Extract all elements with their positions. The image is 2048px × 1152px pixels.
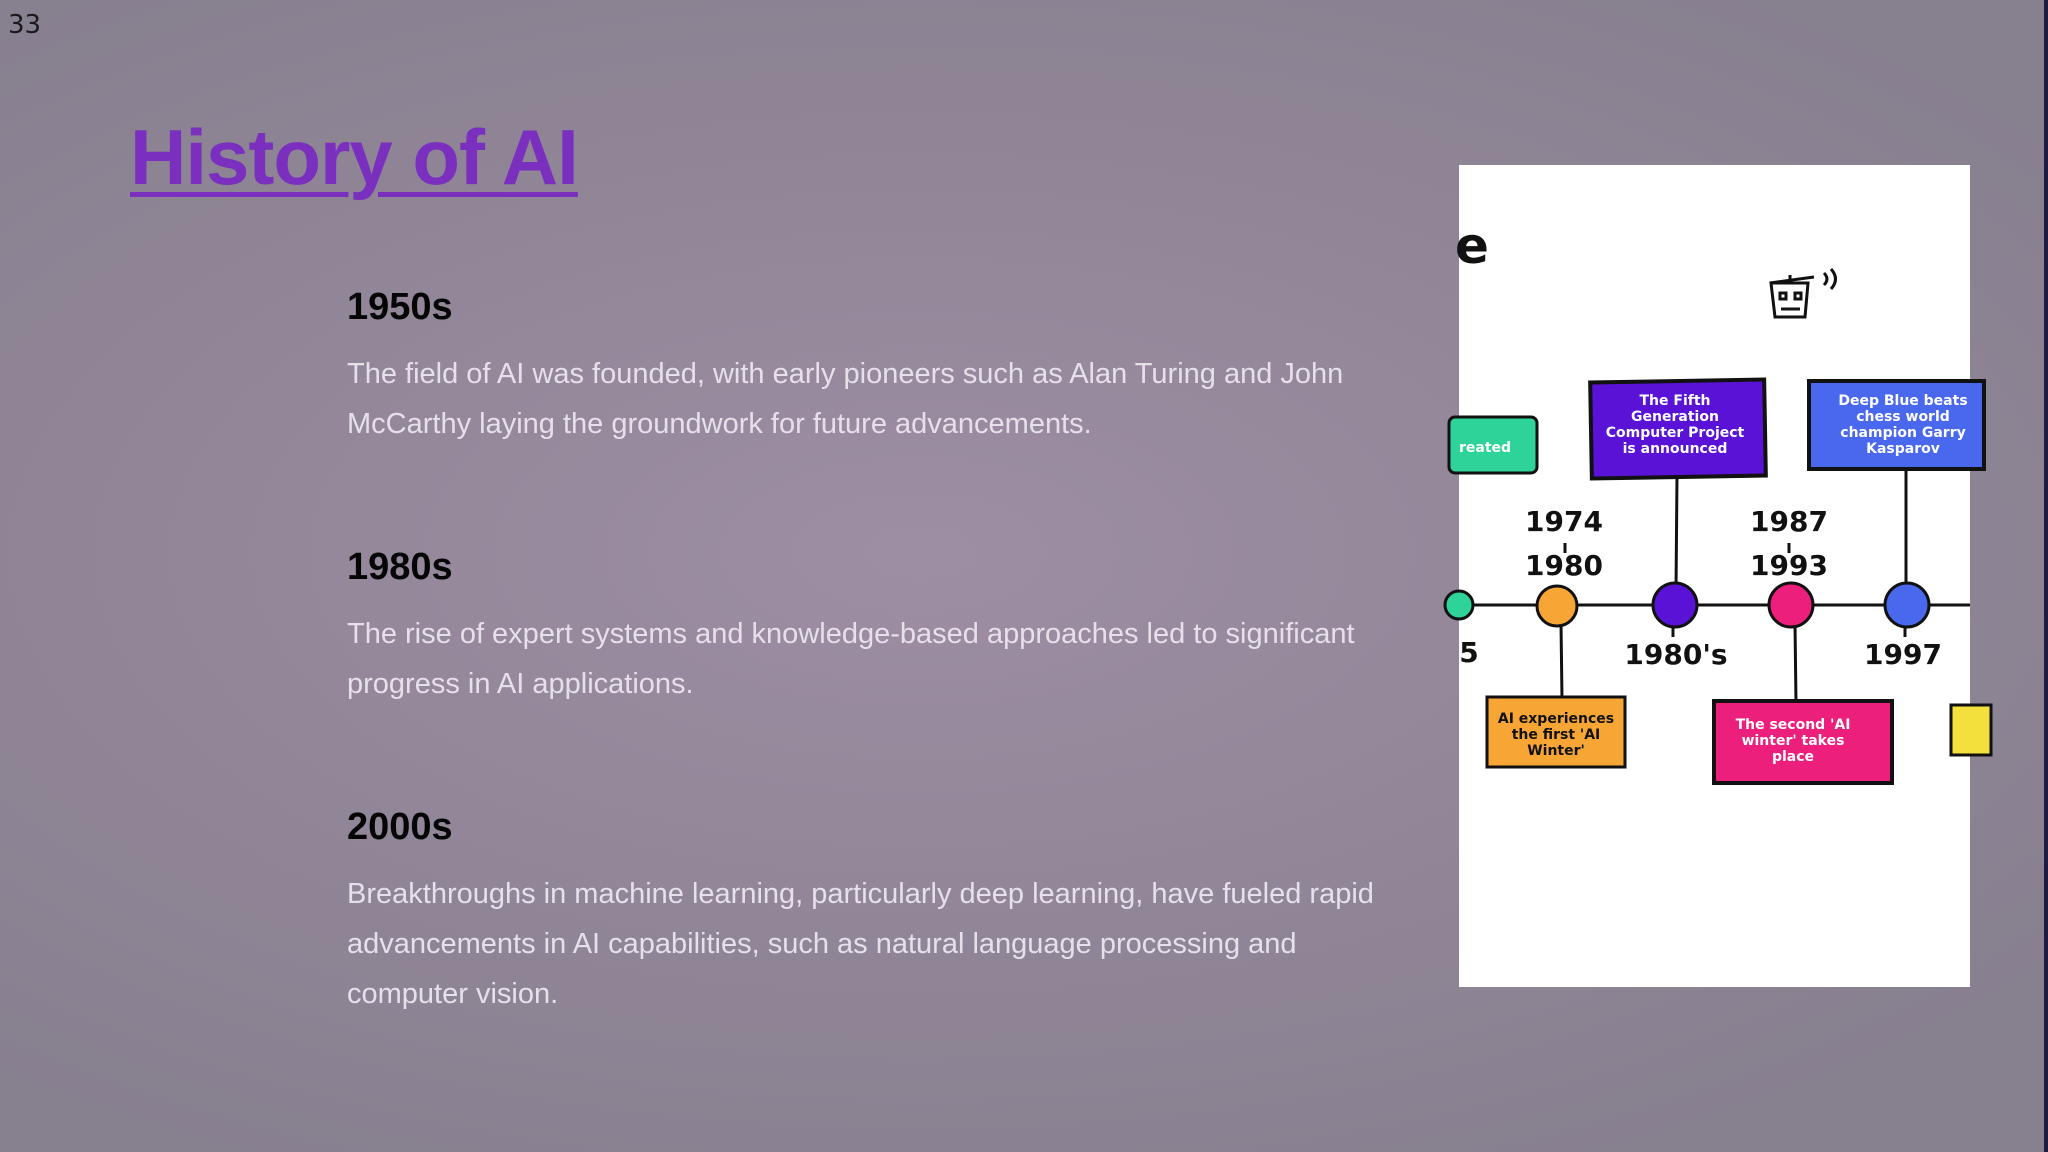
timeline-connectors [1561, 469, 1906, 703]
section-1980s [347, 546, 1417, 709]
svg-text:reated: reated [1459, 440, 1512, 456]
svg-text:1974: 1974 [1525, 505, 1603, 538]
section-heading: 2000s [347, 806, 453, 848]
svg-text:chess world: chess world [1856, 409, 1950, 425]
section-2000s [347, 806, 1417, 1019]
year-labels [1459, 505, 1942, 671]
section-text: Breakthroughs in machine learning, particularly deep learning, have fueled rapid advancements in AI capabilities, such as natural language processing and computer vision. [347, 878, 1374, 1010]
svg-text:AI experiences: AI experiences [1497, 711, 1615, 727]
svg-text:is announced: is announced [1622, 441, 1728, 457]
timeline-illustration [1455, 165, 1970, 987]
svg-text:place: place [1771, 749, 1815, 765]
svg-text:1980's: 1980's [1624, 638, 1728, 671]
card-ai-winter-1 [1487, 697, 1625, 767]
robot-icon [1770, 269, 1836, 317]
slide-title[interactable]: History of AI [130, 113, 578, 201]
timeline-image [1455, 165, 1970, 987]
page-number: 33 [8, 10, 42, 40]
svg-text:champion Garry: champion Garry [1840, 425, 1966, 441]
svg-text:1997: 1997 [1864, 638, 1942, 671]
card-deep-blue [1809, 381, 1984, 469]
card-ai-winter-2 [1714, 701, 1892, 783]
section-text: The field of AI was founded, with early pioneers such as Alan Turing and John McCarthy laying the groundwork for future advancements. [347, 358, 1344, 440]
svg-text:winter' takes: winter' takes [1741, 733, 1845, 749]
svg-text:The second 'AI: The second 'AI [1735, 717, 1851, 733]
slide-border [2044, 0, 2048, 1152]
svg-text:Kasparov: Kasparov [1866, 441, 1940, 457]
card-yellow-fragment [1951, 705, 1991, 755]
svg-text:Deep Blue beats: Deep Blue beats [1838, 393, 1968, 409]
section-text: The rise of expert systems and knowledge-based approaches led to significant progress in AI applications. [347, 618, 1355, 700]
svg-text:1987: 1987 [1750, 505, 1828, 538]
section-heading: 1950s [347, 286, 453, 328]
svg-text:Computer Project: Computer Project [1605, 425, 1745, 441]
svg-text:1980: 1980 [1525, 549, 1603, 582]
card-fifth-generation [1590, 379, 1766, 478]
section-1950s [347, 286, 1417, 449]
timeline-title-fragment: e [1455, 217, 1489, 275]
svg-text:1993: 1993 [1750, 549, 1828, 582]
svg-text:the first 'AI: the first 'AI [1511, 727, 1601, 743]
card-created-fragment [1449, 417, 1537, 473]
section-heading: 1980s [347, 546, 453, 588]
svg-text:Generation: Generation [1631, 409, 1719, 425]
svg-text:Winter': Winter' [1527, 743, 1585, 759]
svg-text:The Fifth: The Fifth [1639, 393, 1711, 409]
svg-text:5: 5 [1459, 636, 1479, 669]
